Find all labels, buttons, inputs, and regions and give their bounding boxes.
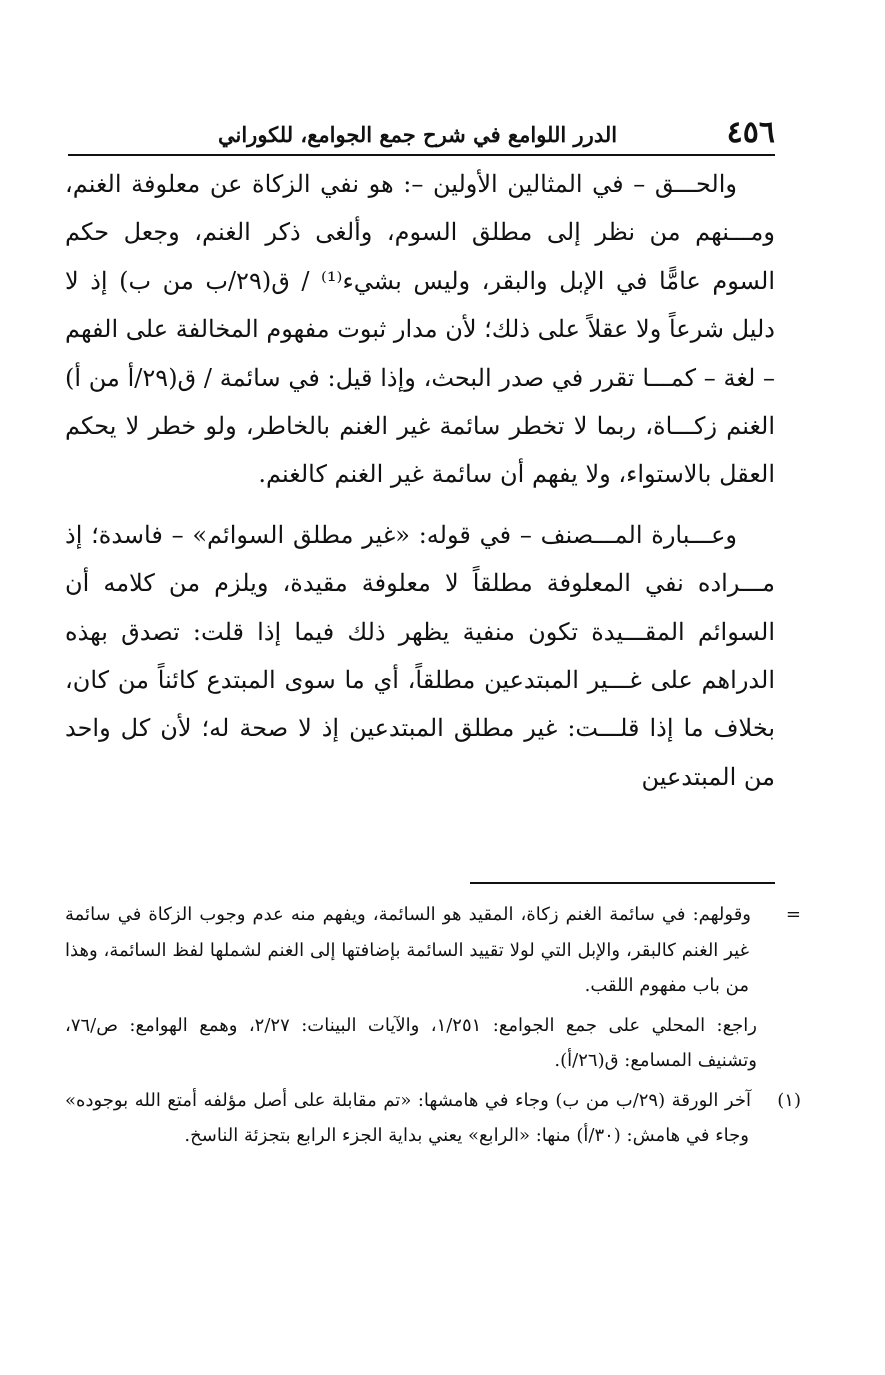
- footnote-1-text: آخر الورقة (٢٩/ب من ب) وجاء في هامشها: «تم مقابلة على أصل مؤلفه أمتع الله بوجوده» وجاء في هامش: (٣٠/أ) منها: «الرابع» يعني بداية الجزء الرابع بتجزئة الناسخ.: [65, 1089, 751, 1146]
- footnote-1-marker: (١): [777, 1089, 801, 1111]
- page-header: [68, 108, 775, 156]
- footnote-references: راجع: المحلي على جمع الجوامع: ١/٢٥١، والآيات البينات: ٢/٢٧، وهمع الهوامع: ص/٧٦، وتشنيف المسامع: ق(٢٦/أ).: [65, 1014, 757, 1071]
- footnote-continuation: [65, 897, 801, 1004]
- footnote-1: [65, 1083, 801, 1154]
- running-title: الدرر اللوامع في شرح جمع الجوامع، للكوراني: [218, 122, 618, 147]
- body-paragraph: وعـــبارة المـــصنف – في قوله: «غير مطلق السوائم» – فاسدة؛ إذ مـــراده نفي المعلوفة مطلقاً لا معلوفة مقيدة، ويلزم من كلامه أن السوائم المقـــيدة تكون منفية يظهر ذلك فيما إذا قلت: تصدق بهذه الدراهم على غـــير المبتدعين مطلقاً، أي ما سوى المبتدع كائناً من كان، بخلاف ما إذا قلـــت: غير مطلق المبتدعين إذ لا صحة له؛ لأن كل واحد من المبتدعين: [65, 520, 775, 791]
- body-paragraph: والحـــق – في المثالين الأولين –: هو نفي الزكاة عن معلوفة الغنم، ومـــنهم من نظر إلى مطلق السوم، وألغى ذكر الغنم، وجعل حكم السوم عامًّا في الإبل والبقر، وليس بشيء⁽¹⁾ / ق(٢٩/ب من ب) إذ لا دليل شرعاً ولا عقلاً على ذلك؛ لأن مدار ثبوت مفهوم المخالفة على الفهم – لغة – كمـــا تقرر في صدر البحث، وإذا قيل: في سائمة / ق(٢٩/أ من أ) الغنم زكـــاة، ربما لا تخطر سائمة غير الغنم بالخاطر، ولو خطر لا يحكم العقل بالاستواء، ولا يفهم أن سائمة غير الغنم كالغنم.: [65, 170, 776, 489]
- continuation-marker: =: [785, 904, 801, 925]
- footnote-separator: [470, 882, 775, 884]
- page-number: ٤٥٦: [726, 115, 775, 150]
- footnotes-section: [65, 897, 801, 1158]
- main-text: [65, 160, 775, 801]
- footnote-continuation-text: وقولهم: في سائمة الغنم زكاة، المقيد هو السائمة، ويفهم منه عدم وجوب الزكاة في سائمة غير الغنم كالبقر، والإبل التي لولا تقييد السائمة بإضافتها إلى الغنم لشملها لفظ السائمة، وهذا من باب مفهوم اللقب.: [65, 904, 751, 996]
